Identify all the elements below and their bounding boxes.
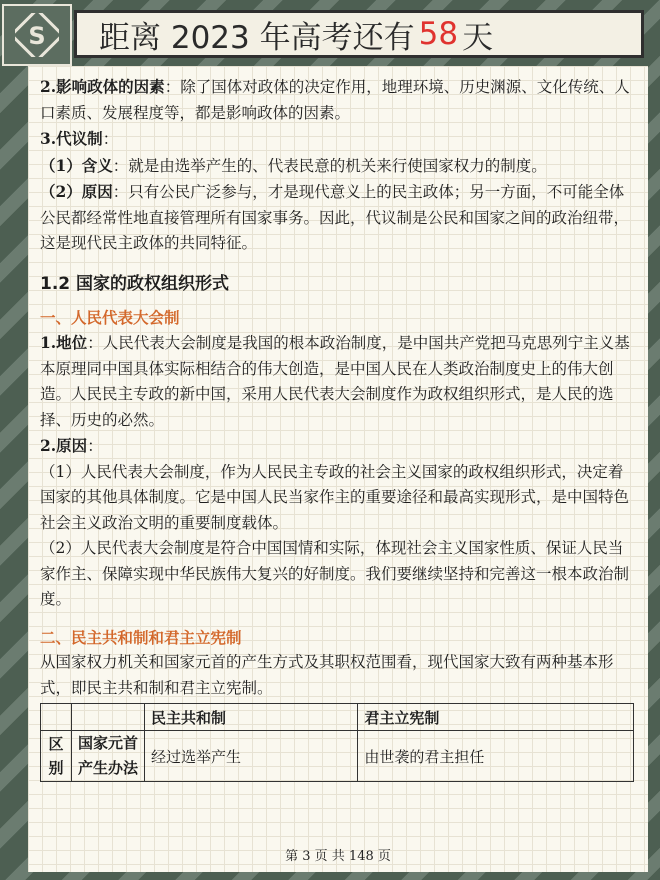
paragraph-forms: 从国家权力机关和国家元首的产生方式及其职权范围看，现代国家大致有两种基本形式，即民主共和制和君主立宪制。 xyxy=(40,653,614,697)
paragraph-head: 2.影响政体的因素 xyxy=(40,77,165,96)
heading-republic-monarchy: 二、民主共和制和君主立宪制 xyxy=(40,627,242,647)
paragraph-cause-1: （1）人民代表大会制度，作为人民民主专政的社会主义国家的政权组织形式，决定着国家的其他具体制度。它是中国人民当家作主的重要途径和最高实现形式，是中国特色社会主义政治文明的重要制度载体。 xyxy=(40,462,630,532)
table-header-empty xyxy=(72,704,145,731)
paragraph-cause-2: （2）人民代表大会制度是符合中国国情和实际，体现社会主义国家性质、保证人民当家作主、保障实现中华民族伟大复兴的好制度。我们要继续坚持和完善这一根本政治制度。 xyxy=(40,539,630,608)
table-header-republic: 民主共和制 xyxy=(145,704,358,731)
table-row-label: 国家元首产生办法 xyxy=(72,731,145,782)
table-row-group: 区别 xyxy=(41,731,72,782)
heading-npc: 一、人民代表大会制 xyxy=(40,307,180,327)
paragraph-reason: （2）原因：只有公民广泛参与，才是现代意义上的民主政体；另一方面，不可能全体公民都经常性地直接管理所有国家事务。因此，代议制是公民和国家之间的政治纽带，这是现代民主政体的共同特征。 xyxy=(40,182,630,252)
paragraph-status: 1.地位：人民代表大会制度是我国的根本政治制度，是中国共产党把马克思列宁主义基本原理同中国具体实际相结合的伟大创造，是中国人民在人类政治制度史上的伟大创造。人民民主专政的新中国，采用人民代表大会制度作为政权组织形式，是人民的选择、历史的必然。 xyxy=(40,333,630,429)
table-cell-monarchy: 由世袭的君主担任 xyxy=(358,731,634,782)
comparison-table xyxy=(40,703,634,782)
table-header-empty xyxy=(41,704,72,731)
table-cell-republic: 经过选举产生 xyxy=(145,731,358,782)
countdown-header xyxy=(74,10,644,58)
s-logo-icon xyxy=(15,13,59,57)
page-number: 第 3 页 共 148 页 xyxy=(285,849,391,864)
paragraph-representative: 3.代议制： xyxy=(40,129,119,148)
table-row xyxy=(41,731,634,782)
paragraph-meaning: （1）含义：就是由选举产生的、代表民意的机关来行使国家权力的制度。 xyxy=(40,155,547,175)
paragraph-factors: 2.影响政体的因素：除了国体对政体的决定作用，地理环境、历史渊源、文化传统、人口素质、发展程度等，都是影响政体的因素。 xyxy=(40,77,630,122)
table-header-monarchy: 君主立宪制 xyxy=(358,704,634,731)
countdown-suffix: 天 xyxy=(462,19,494,56)
svg-text:S: S xyxy=(28,22,46,50)
countdown-prefix: 距离 2023 年高考还有 xyxy=(99,19,415,56)
section-title: 1.2 国家的政权组织形式 xyxy=(40,273,230,294)
document-page xyxy=(28,66,648,872)
table-header-row xyxy=(41,704,634,731)
paragraph-cause: 2.原因： xyxy=(40,436,103,455)
countdown-days: 58 xyxy=(418,16,459,52)
logo-badge xyxy=(2,4,72,66)
